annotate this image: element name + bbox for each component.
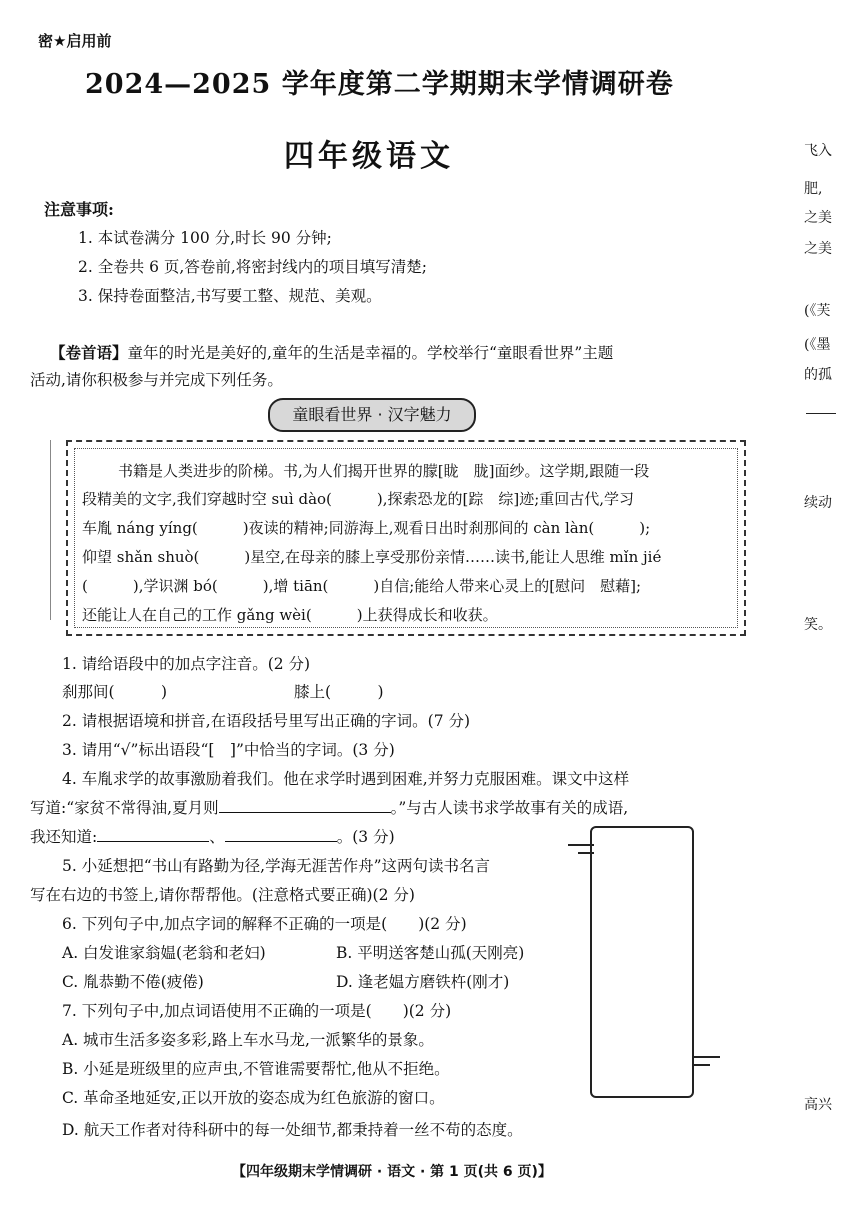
edge-text: 飞入 [804, 143, 832, 159]
intro-text: 童年的时光是美好的,童年的生活是幸福的。学校举行“童眼看世界”主题 [127, 344, 614, 362]
intro-line [50, 341, 613, 363]
q6-option-a: A. 白发谁家翁媪(老翁和老妇) [62, 944, 266, 962]
edge-text: 高兴 [804, 1097, 832, 1113]
intro-label: 【卷首语】 [50, 343, 128, 362]
intro-line-2: 活动,请你积极参与并完成下列任务。 [30, 371, 283, 389]
confidential-mark: 密★启用前 [38, 32, 112, 50]
passage-line: 段精美的文字,我们穿越时空 suì dào( ),探索恐龙的[踪 综]迹;重回古代,学习 [82, 490, 635, 508]
edge-text: 肥, [804, 181, 823, 197]
q4-idiom-blank-2[interactable] [225, 827, 337, 842]
note-item: 2. 全卷共 6 页,答卷前,将密封线内的项目填写清楚; [78, 258, 428, 276]
left-margin-line [50, 440, 51, 620]
exam-subtitle: 四年级语文 [284, 139, 454, 174]
edge-text: 续动 [804, 495, 832, 511]
passage-line: 仰望 shǎn shuò( )星空,在母亲的膝上享受那份亲情……读书,能让人思维 mǐn jié [82, 548, 662, 566]
q4-idiom-blank-1[interactable] [97, 827, 209, 842]
question-2: 2. 请根据语境和拼音,在语段括号里写出正确的字词。(7 分) [62, 712, 471, 730]
question-5: 5. 小延想把“书山有路勤为径,学海无涯苦作舟”这两句读书名言 [62, 857, 490, 875]
q6-option-d: D. 逢老媪方磨铁杵(刚才) [336, 973, 510, 991]
edge-text: 之美 [804, 241, 832, 257]
note-item: 1. 本试卷满分 100 分,时长 90 分钟; [78, 229, 332, 247]
edge-rule [806, 413, 836, 414]
exam-title: 2024—2025 学年度第二学期期末学情调研卷 [85, 69, 674, 100]
passage-line: ( ),学识渊 bó( ),增 tiān( )自信;能给人带来心灵上的[慰问 慰藉]; [82, 577, 642, 595]
page-footer: 【四年级期末学情调研 · 语文 · 第 1 页(共 6 页)】 [232, 1164, 552, 1180]
question-4-line-2 [30, 796, 628, 818]
bookmark-frame[interactable] [590, 826, 694, 1098]
question-4-line-3 [30, 825, 395, 847]
q4-blank[interactable] [219, 798, 391, 813]
q1-answer-b[interactable]: 膝上( ) [294, 683, 384, 701]
question-1: 1. 请给语段中的加点字注音。(2 分) [62, 655, 311, 673]
q4-score: 。(3 分) [336, 828, 395, 846]
edge-text: (《芙 [804, 303, 831, 319]
q7-option-c: C. 革命圣地延安,正以开放的姿态成为红色旅游的窗口。 [62, 1089, 445, 1107]
note-item: 3. 保持卷面整洁,书写要工整、规范、美观。 [78, 287, 382, 305]
q1-answer-a[interactable]: 刹那间( ) [62, 683, 168, 701]
passage-line: 书籍是人类进步的阶梯。书,为人们揭开世界的朦[眬 胧]面纱。这学期,跟随一段 [118, 462, 650, 480]
edge-text: 之美 [804, 210, 832, 226]
question-7: 7. 下列句子中,加点词语使用不正确的一项是( )(2 分) [62, 1002, 452, 1020]
question-4: 4. 车胤求学的故事激励着我们。他在求学时遇到困难,并努力克服困难。课文中这样 [62, 770, 630, 788]
passage-line: 还能让人在自己的工作 gǎng wèi( )上获得成长和收获。 [82, 606, 498, 624]
q4-quote-end: 。”与古人读书求学故事有关的成语, [390, 799, 629, 817]
question-6: 6. 下列句子中,加点字词的解释不正确的一项是( )(2 分) [62, 915, 467, 933]
q6-option-b: B. 平明送客楚山孤(天刚亮) [336, 944, 525, 962]
bookmark-tick [578, 852, 594, 854]
notes-title: 注意事项: [44, 200, 114, 219]
passage-line: 车胤 náng yíng( )夜读的精神;同游海上,观看日出时刹那间的 càn làn( ); [82, 519, 651, 537]
question-3: 3. 请用“√”标出语段“[ ]”中恰当的字词。(3 分) [62, 741, 395, 759]
edge-text: (《墨 [804, 337, 831, 353]
edge-text: 的孤 [804, 367, 832, 383]
section-banner: 童眼看世界 · 汉字魅力 [268, 398, 476, 432]
edge-text: 笑。 [804, 617, 832, 633]
q7-option-a: A. 城市生活多姿多彩,路上车水马龙,一派繁华的景象。 [62, 1031, 434, 1049]
question-5-line-2: 写在右边的书签上,请你帮帮他。(注意格式要正确)(2 分) [30, 886, 415, 904]
q4-sep: 、 [209, 828, 225, 846]
q6-option-c: C. 胤恭勤不倦(疲倦) [62, 973, 204, 991]
bookmark-tick [694, 1064, 710, 1066]
q7-option-b: B. 小延是班级里的应声虫,不管谁需要帮忙,他从不拒绝。 [62, 1060, 450, 1078]
bookmark-tick [694, 1056, 720, 1058]
q7-option-d: D. 航天工作者对待科研中的每一处细节,都秉持着一丝不苟的态度。 [62, 1121, 523, 1139]
bookmark-tick [568, 844, 594, 846]
q4-idioms: 我还知道: [30, 828, 98, 846]
q4-quote: 写道:“家贫不常得油,夏月则 [30, 799, 219, 817]
